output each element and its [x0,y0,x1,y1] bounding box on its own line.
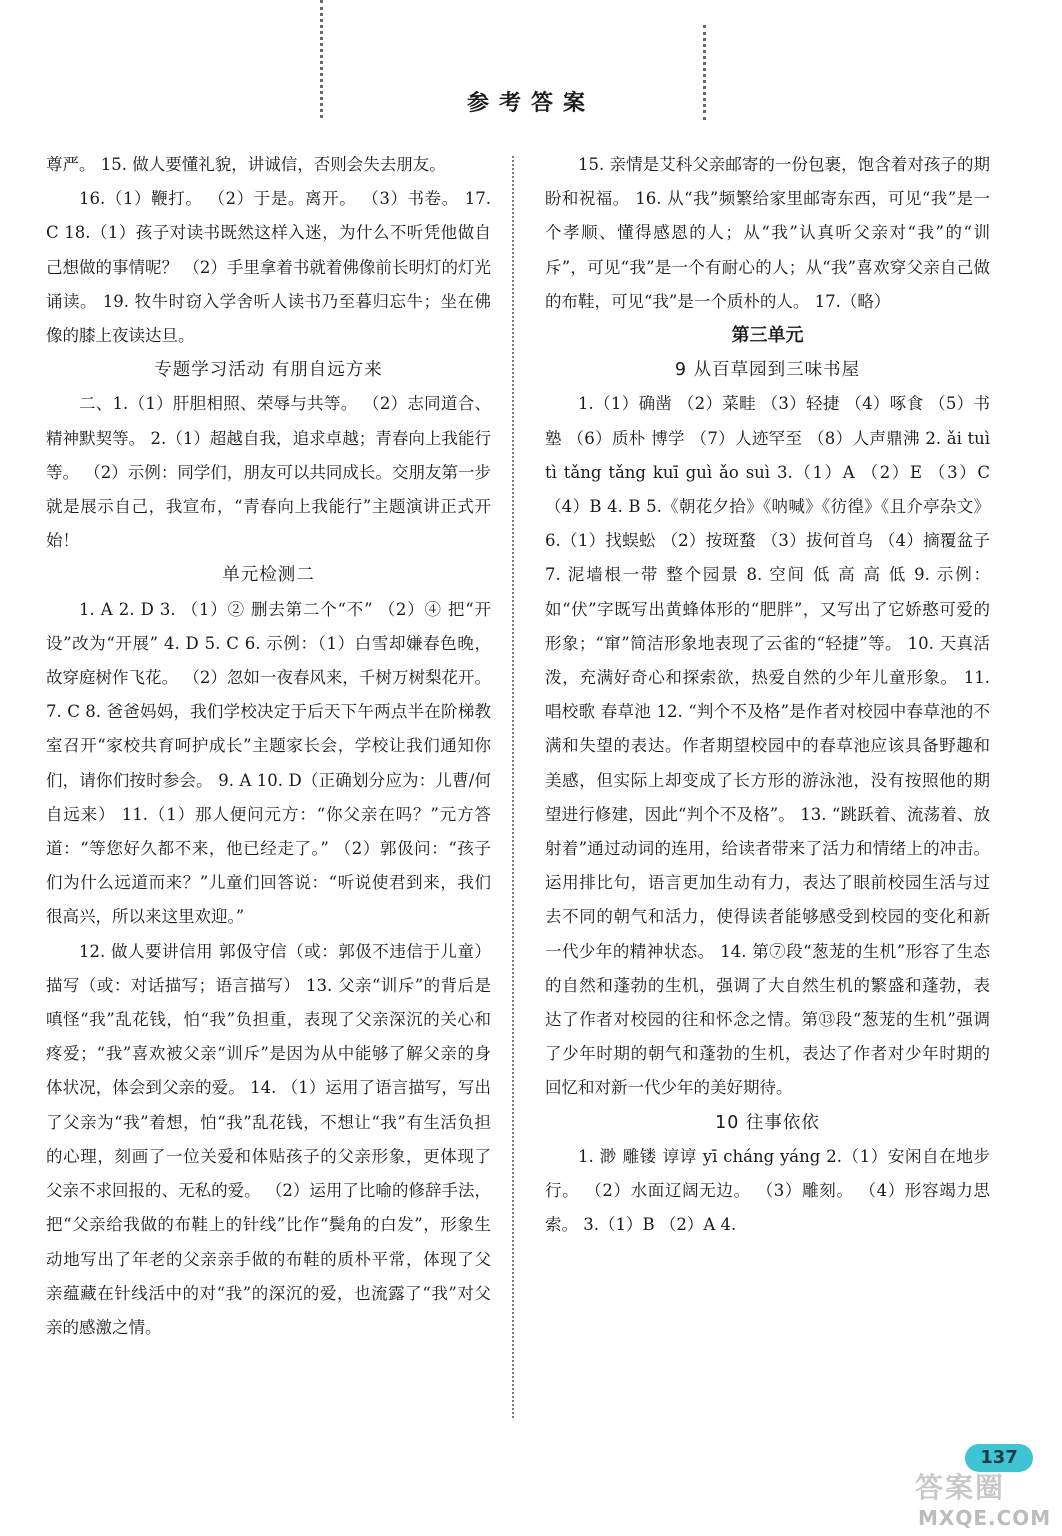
section-heading: 10 往事依依 [715,1112,820,1133]
answer-paragraph: 尊严。 15. 做人要懂礼貌，讲诚信，否则会失去朋友。 [46,155,446,174]
section-heading: 单元检测二 [222,565,315,586]
section-heading: 9 从百草园到三味书屋 [674,360,861,381]
column-divider [512,156,514,1418]
answer-paragraph: 12. 做人要讲信用 郭伋守信（或：郭伋不违信于儿童） 描写（或：对话描写；语言描写） 13. 父亲“训斥”的背后是嗔怪“我”乱花钱，怕“我”负担重，表现了父亲深沉的关心和疼爱；“我”喜欢被父亲“训斥”是因为从中能够了解父亲的身体状况，体会到父亲的爱。 14. （1）运用了语言描写，写出了父亲为“我”着想，怕“我”乱花钱，不想让“我”有生活负担的心理，刻画了一位关爱和体贴孩子的父亲形象，更体现了父亲不求回报的、无私的爱。 （2）运用了比喻的修辞手法，把“父亲给我做的布鞋上的针线”比作“鬓角的白发”，形象生动地写出了年老的父亲亲手做的布鞋的质朴平常，体现了父亲蕴藏在针线活中的对“我”的深沉的爱，也流露了“我”对父亲的感激之情。 [46,941,491,1337]
left-column [46,148,491,1345]
unit-heading: 第三单元 [731,325,804,347]
page-number-badge: 137 [965,1444,1033,1472]
answer-paragraph: 16.（1）鞭打。 （2）于是。离开。 （3）书卷。 17. C 18.（1）孩子对读书既然这样入迷，为什么不听凭他做自己想做的事情呢？ （2）手里拿着书就着佛像前长明灯的灯光诵读。 19. 牧牛时窃入学舍听人读书乃至暮归忘牛；坐在佛像的膝上夜读达旦。 [46,189,491,346]
page-title: 参考答案 [466,91,595,116]
right-column [545,148,990,1243]
watermark-url: MXQE.COM [918,1506,1052,1530]
watermark-logo: 答案圈 [915,1471,1006,1504]
answer-paragraph: 15. 亲情是艾科父亲邮寄的一份包裹，饱含着对孩子的期盼和祝福。 16. 从“我”频繁给家里邮寄东西，可见“我”是一个孝顺、懂得感恩的人；从“我”认真听父亲对“我”的“训斥”，可见“我”是一个有耐心的人；从“我”喜欢穿父亲自己做的布鞋，可见“我”是一个质朴的人。 17.（略） [545,155,990,311]
answer-paragraph: 1.（1）确凿 （2）菜畦 （3）轻捷 （4）啄食 （5）书塾 （6）质朴 博学 （7）人迹罕至 （8）人声鼎沸 2. ǎi tuì tì tǎng tǎng kuī guì ǎo suì 3.（1）A （2）E （3）C （4）B 4. B 5.《朝花夕拾》《呐喊》《彷徨》《且介亭杂文》 6.（1）找蜈蚣 （2）按斑蝥 （3）拔何首乌 （4）摘覆盆子 7. 泥墙根一带 整个园景 8. 空间 低 高 高 低 9. 示例：如“伏”字既写出黄蜂体形的“肥胖”，又写出了它娇憨可爱的形象；“窜”简洁形象地表现了云雀的“轻捷”等。 10. 天真活泼，充满好奇心和探索欲，热爱自然的少年儿童形象。 11. 唱校歌 春草池 12. “判个不及格”是作者对校园中春草池的不满和失望的表达。作者期望校园中的春草池应该具备野趣和美感，但实际上却变成了长方形的游泳池，没有按照他的期望进行修建，因此“判个不及格”。 13. “跳跃着、流荡着、放射着”通过动词的连用，给读者带来了活力和情绪上的冲击。运用排比句，语言更加生动有力，表达了眼前校园生活与过去不同的朝气和活力，使得读者能够感受到校园的变化和新一代少年的精神状态。 14. 第⑦段“葱茏的生机”形容了生态的自然和蓬勃的生机，强调了大自然生机的繁盛和蓬勃，表达了作者对校园的往和怀念之情。第⑬段“葱茏的生机”强调了少年时期的朝气和蓬勃的生机，表达了作者对少年时期的回忆和对新一代少年的美好期待。 [545,394,990,1098]
answer-paragraph: 1. 渺 雕镂 谆谆 yī cháng yáng 2.（1）安闲自在地步行。 （2）水面辽阔无边。 （3）雕刻。 （4）形容竭力思索。 3.（1）B （2）A 4. [545,1146,990,1235]
section-heading: 专题学习活动 有朋自远方来 [154,360,383,381]
answer-paragraph: 1. A 2. D 3. （1）② 删去第二个“不” （2）④ 把“开设”改为“开展” 4. D 5. C 6. 示例：（1）白雪却嫌春色晚，故穿庭树作飞花。 （2）忽如一夜春风来，千树万树梨花开。 7. C 8. 爸爸妈妈，我们学校决定于后天下午两点半在阶梯教室召开“家校共育呵护成长”主题家长会，学校让我们通知你们，请你们按时参会。 9. A 10. D（正确划分应为：儿曹/何自远来） 11.（1）那人便问元方：“你父亲在吗？”元方答道：“等您好久都不来，他已经走了。” （2）郭伋问：“孩子们为什么远道而来？”儿童们回答说：“听说使君到来，我们很高兴，所以来这里欢迎。” [46,599,491,927]
answer-paragraph: 二、1.（1）肝胆相照、荣辱与共等。 （2）志同道合、精神默契等。 2.（1）超越自我，追求卓越；青春向上我能行等。 （2）示例：同学们，朋友可以共同成长。交朋友第一步就是展示自己，我宣布，“青春向上我能行”主题演讲正式开始！ [46,394,491,551]
